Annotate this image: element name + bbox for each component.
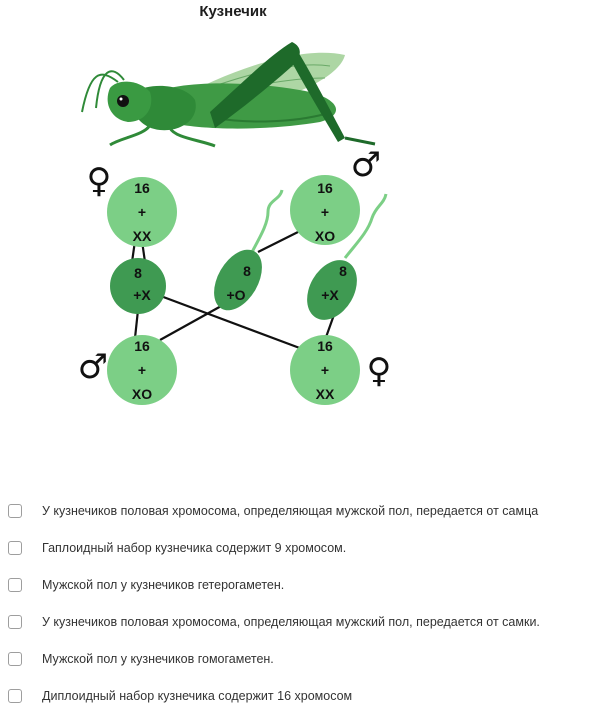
chromosome-count: 16 bbox=[134, 180, 150, 196]
option-row[interactable] bbox=[0, 535, 599, 561]
gamete-sperm-o bbox=[204, 241, 272, 318]
option-row[interactable] bbox=[0, 572, 599, 598]
option-label: Мужской пол у кузнечиков гетерогаметен. bbox=[42, 578, 285, 592]
checkbox[interactable] bbox=[8, 541, 22, 555]
checkbox[interactable] bbox=[8, 578, 22, 592]
male-symbol-icon: ♂ bbox=[350, 145, 382, 185]
plus-sign: + bbox=[320, 362, 330, 378]
male-symbol-icon: ♂ bbox=[77, 347, 109, 387]
option-label: Диплоидный набор кузнечика содержит 16 хромосом bbox=[42, 689, 353, 703]
option-row[interactable] bbox=[0, 646, 599, 672]
option-label: Гаплоидный набор кузнечика содержит 9 хромосом. bbox=[42, 541, 347, 555]
chromosome-count: 16 bbox=[317, 338, 333, 354]
option-row[interactable] bbox=[0, 683, 599, 709]
checkbox[interactable] bbox=[8, 652, 22, 666]
sex-chromosomes: XO bbox=[314, 228, 336, 244]
cell-bottom-female bbox=[290, 335, 360, 405]
sperm-tail bbox=[250, 190, 282, 256]
chromosome-count: 8 bbox=[134, 265, 142, 281]
option-row[interactable] bbox=[0, 498, 599, 524]
sex-chromosomes: XX bbox=[132, 228, 152, 244]
sex-chromosomes: XO bbox=[131, 386, 153, 402]
female-symbol-icon: ♀ bbox=[86, 161, 112, 201]
option-label: У кузнечиков половая хромосома, определяющая мужский пол, передается от самки. bbox=[42, 615, 540, 629]
gamete-egg bbox=[110, 258, 166, 314]
cell-top-male bbox=[290, 175, 360, 245]
option-label: Мужской пол у кузнечиков гомогаметен. bbox=[42, 652, 274, 666]
page-title: Кузнечик bbox=[199, 3, 267, 20]
sex-chromosome: +X bbox=[321, 287, 339, 303]
sex-chromosomes: XX bbox=[315, 386, 335, 402]
cell-bottom-male bbox=[107, 335, 177, 405]
female-symbol-icon: ♀ bbox=[366, 351, 392, 391]
chromosome-count: 16 bbox=[317, 180, 333, 196]
checkbox[interactable] bbox=[8, 504, 22, 518]
checkbox[interactable] bbox=[8, 689, 22, 703]
cell-top-female bbox=[107, 177, 177, 247]
gamete-sperm-x bbox=[297, 251, 367, 328]
grasshopper-illustration bbox=[82, 42, 375, 146]
plus-sign: + bbox=[320, 204, 330, 220]
option-row[interactable] bbox=[0, 609, 599, 635]
sex-chromosome: +X bbox=[133, 287, 151, 303]
plus-sign: + bbox=[137, 362, 147, 378]
chromosome-count: 8 bbox=[243, 263, 251, 279]
sex-chromosome: +O bbox=[226, 287, 246, 303]
option-label: У кузнечиков половая хромосома, определяющая мужской пол, передается от самца bbox=[42, 504, 539, 518]
chromosome-count: 16 bbox=[134, 338, 150, 354]
checkbox[interactable] bbox=[8, 615, 22, 629]
plus-sign: + bbox=[137, 204, 147, 220]
chromosome-count: 8 bbox=[339, 263, 347, 279]
